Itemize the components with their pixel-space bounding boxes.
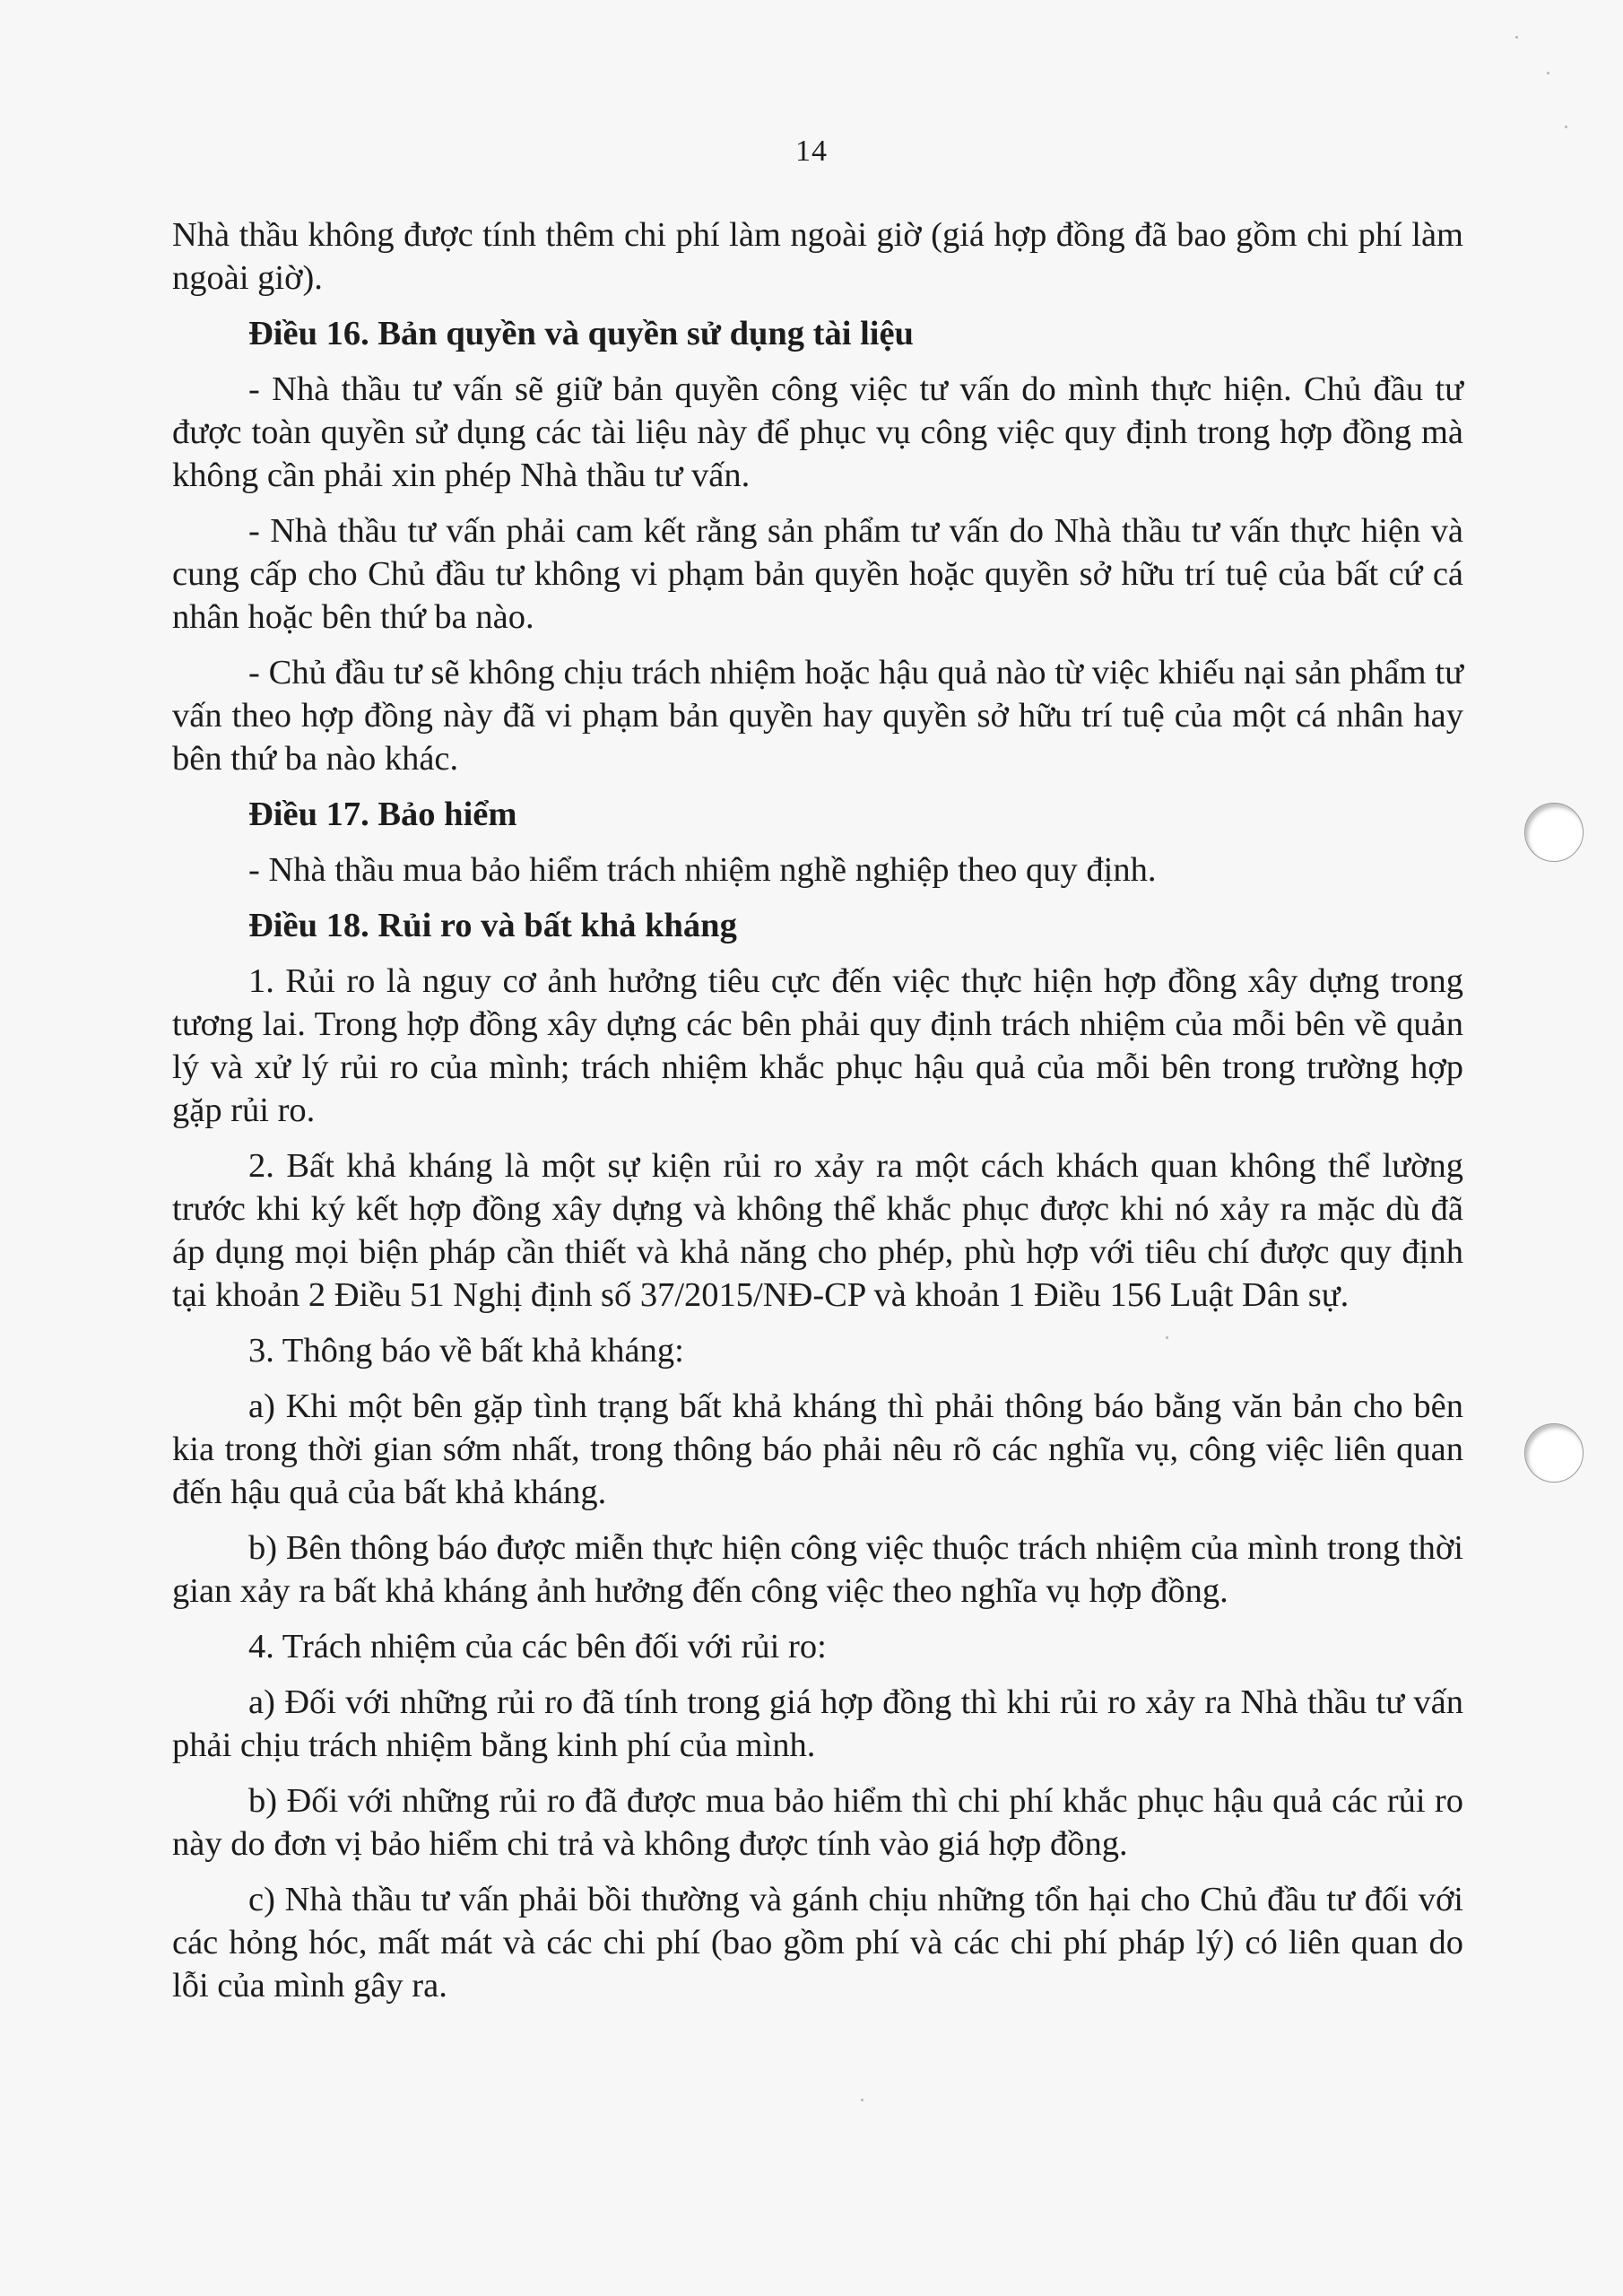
paragraph-responsibility-a: a) Đối với những rủi ro đã tính trong giá hợp đồng thì khi rủi ro xảy ra Nhà thầu tư vấn phải chịu trách nhiệm bằng kinh phí của mình. — [172, 1683, 1463, 1764]
scan-speck — [861, 2099, 864, 2101]
paragraph-continuation: Nhà thầu không được tính thêm chi phí làm ngoài giờ (giá hợp đồng đã bao gồm chi phí làm ngoài giờ). — [172, 216, 1463, 297]
document-body — [172, 213, 1463, 2020]
page-number: 14 — [795, 135, 828, 168]
paragraph-risk-definition: 1. Rủi ro là nguy cơ ảnh hưởng tiêu cực đến việc thực hiện hợp đồng xây dựng trong tương lai. Trong hợp đồng xây dựng các bên phải quy định trách nhiệm của mỗi bên về quản lý và xử lý rủi ro của mình; trách nhiệm khắc phục hậu quả của mỗi bên trong trường hợp gặp rủi ro. — [172, 962, 1463, 1129]
heading-article-18: Điều 18. Rủi ro và bất khả kháng — [248, 907, 737, 944]
scan-speck — [1515, 36, 1518, 39]
paragraph-copyright-commitment: - Nhà thầu tư vấn phải cam kết rằng sản phẩm tư vấn do Nhà thầu tư vấn thực hiện và cung cấp cho Chủ đầu tư không vi phạm bản quyền hoặc quyền sở hữu trí tuệ của bất cứ cá nhân hoặc bên thứ ba nào. — [172, 512, 1463, 636]
scan-speck — [1565, 126, 1567, 128]
paragraph-responsibility-b: b) Đối với những rủi ro đã được mua bảo hiểm thì chi phí khắc phục hậu quả các rủi ro này do đơn vị bảo hiểm chi trả và không được tính vào giá hợp đồng. — [172, 1782, 1463, 1863]
paragraph-insurance: - Nhà thầu mua bảo hiểm trách nhiệm nghề nghiệp theo quy định. — [248, 851, 1157, 889]
paragraph-risk-responsibility: 4. Trách nhiệm của các bên đối với rủi ro: — [248, 1628, 827, 1665]
heading-article-16: Điều 16. Bản quyền và quyền sử dụng tài liệu — [248, 315, 914, 352]
paragraph-responsibility-c: c) Nhà thầu tư vấn phải bồi thường và gánh chịu những tổn hại cho Chủ đầu tư đối với các hỏng hóc, mất mát và các chi phí (bao gồm phí và các chi phí pháp lý) có liên quan do lỗi của mình gây ra. — [172, 1881, 1463, 2005]
paragraph-notice-b: b) Bên thông báo được miễn thực hiện công việc thuộc trách nhiệm của mình trong thời gian xảy ra bất khả kháng ảnh hưởng đến công việc theo nghĩa vụ hợp đồng. — [172, 1529, 1463, 1610]
punch-hole — [1524, 1423, 1584, 1483]
heading-article-17: Điều 17. Bảo hiểm — [248, 796, 517, 833]
paragraph-force-majeure-definition: 2. Bất khả kháng là một sự kiện rủi ro xảy ra một cách khách quan không thể lường trước khi ký kết hợp đồng xây dựng và không thể khắc phục được khi nó xảy ra mặc dù đã áp dụng mọi biện pháp cần thiết và khả năng cho phép, phù hợp với tiêu chí được quy định tại khoản 2 Điều 51 Nghị định số 37/2015/NĐ-CP và khoản 1 Điều 156 Luật Dân sự. — [172, 1147, 1463, 1314]
scan-speck — [1166, 1336, 1168, 1339]
punch-hole — [1524, 803, 1584, 862]
paragraph-copyright-retention: - Nhà thầu tư vấn sẽ giữ bản quyền công việc tư vấn do mình thực hiện. Chủ đầu tư được toàn quyền sử dụng các tài liệu này để phục vụ công việc quy định trong hợp đồng mà không cần phải xin phép Nhà thầu tư vấn. — [172, 370, 1463, 494]
paragraph-force-majeure-notice: 3. Thông báo về bất khả kháng: — [248, 1332, 684, 1370]
scan-speck — [1547, 72, 1549, 74]
paragraph-copyright-liability: - Chủ đầu tư sẽ không chịu trách nhiệm hoặc hậu quả nào từ việc khiếu nại sản phẩm tư vấn theo hợp đồng này đã vi phạm bản quyền hay quyền sở hữu trí tuệ của một cá nhân hay bên thứ ba nào khác. — [172, 654, 1463, 778]
paragraph-notice-a: a) Khi một bên gặp tình trạng bất khả kháng thì phải thông báo bằng văn bản cho bên kia trong thời gian sớm nhất, trong thông báo phải nêu rõ các nghĩa vụ, công việc liên quan đến hậu quả của bất khả kháng. — [172, 1387, 1463, 1511]
